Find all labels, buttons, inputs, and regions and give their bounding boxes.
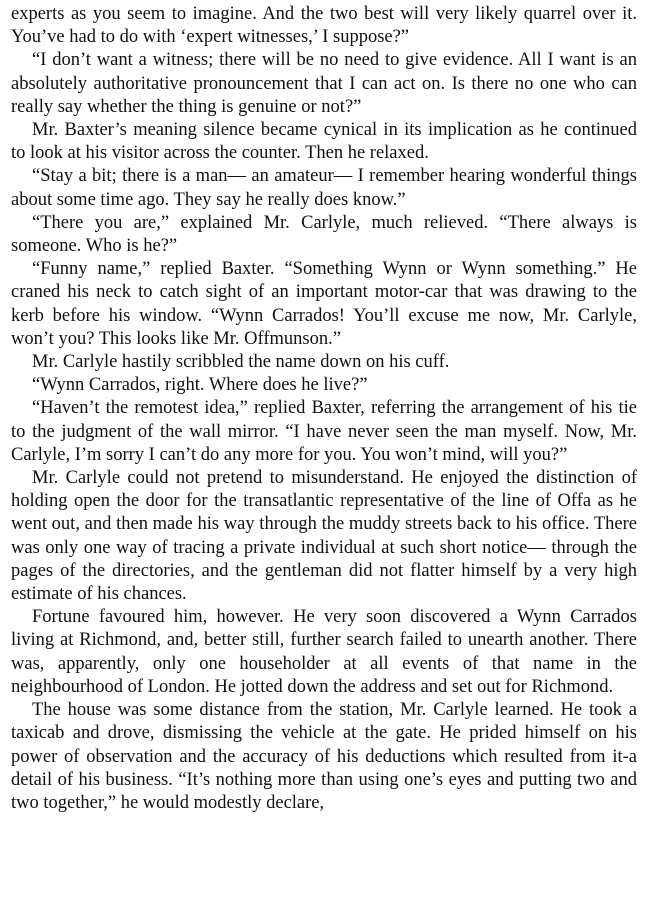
paragraph-continued: experts as you seem to imagine. And the two best will very likely quarrel over it. You’ve had to do with ‘expert witnesses,’ I suppose?”: [11, 4, 637, 48]
paragraph-house-richmond: The house was some distance from the station, Mr. Carlyle learned. He took a taxicab and drove, dismissing the vehicle at the gate. He prided himself on his power of observation and the accuracy of his deductions which resulted from it-a detail of his business. “It’s nothing more than using one’s eyes and putting two and two together,” he would modestly declare,: [11, 700, 637, 813]
paragraph-dialogue-witness: “I don’t want a witness; there will be no need to give evidence. All I want is an absolutely authoritative pronouncement that I can act on. Is there no one who can really say whether the thing is genuine or not?”: [11, 50, 637, 117]
book-page: [11, 3, 637, 815]
paragraph-baxter-silence: Mr. Baxter’s meaning silence became cynical in its implication as he continued to look at his visitor across the counter. Then he relaxed.: [11, 120, 637, 164]
paragraph-dialogue-remotest-idea: “Haven’t the remotest idea,” replied Baxter, referring the arrangement of his tie to the judgment of the wall mirror. “I have never seen the man myself. Now, Mr. Carlyle, I’m sorry I can’t do any more for you. You won’t mind, will you?”: [11, 398, 637, 465]
paragraph-fortune-favoured: Fortune favoured him, however. He very soon discovered a Wynn Carrados living at Richmond, and, better still, further search failed to unearth another. There was, apparently, only one householder at all events of that name in the neighbourhood of London. He jotted down the address and set out for Richmond.: [11, 607, 637, 697]
paragraph-scribbled-name: Mr. Carlyle hastily scribbled the name down on his cuff.: [32, 352, 450, 373]
paragraph-dialogue-funny-name: “Funny name,” replied Baxter. “Something Wynn or Wynn something.” He craned his neck to catch sight of an important motor-car that was drawing to the kerb before his window. “Wynn Carrados! You’ll excuse me now, Mr. Carlyle, won’t you? This looks like Mr. Offmunson.”: [11, 259, 637, 349]
paragraph-dialogue-amateur: “Stay a bit; there is a man— an amateur— I remember hearing wonderful things about some time ago. They say he really does know.”: [11, 166, 637, 210]
paragraph-door-offa: Mr. Carlyle could not pretend to misunderstand. He enjoyed the distinction of holding open the door for the transatlantic representative of the line of Offa as he went out, and then made his way through the muddy streets back to his office. There was only one way of tracing a private individual at such short notice— through the pages of the directories, and the gentleman did not flatter himself by a very high estimate of his chances.: [11, 468, 637, 605]
paragraph-dialogue-relieved: “There you are,” explained Mr. Carlyle, much relieved. “There always is someone. Who is he?”: [11, 212, 637, 257]
paragraph-dialogue-where: “Wynn Carrados, right. Where does he live?”: [32, 375, 368, 396]
